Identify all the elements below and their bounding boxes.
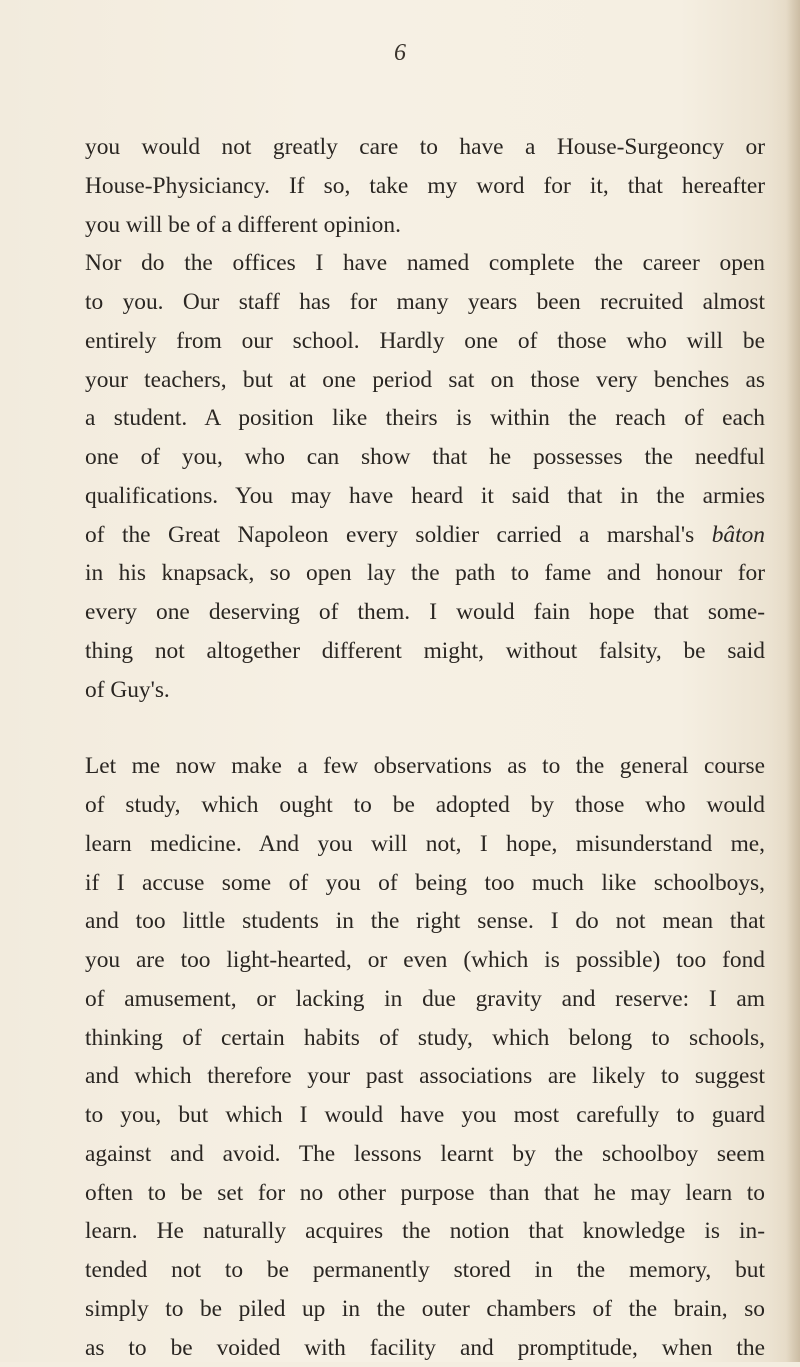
text-line: to you, but which I would have you most carefully to guard: [85, 1096, 765, 1135]
text-line: learn. He naturally acquires the notion that knowledge is in-: [85, 1212, 765, 1251]
text-line: you will be of a different opinion.: [85, 206, 765, 245]
page-edge-shadow: [786, 0, 800, 1362]
text-line: thinking of certain habits of study, which belong to schools,: [85, 1019, 765, 1058]
text-line: every one deserving of them. I would fain hope that some-: [85, 593, 765, 632]
text-line: if I accuse some of you of being too much like schoolboys,: [85, 864, 765, 903]
italic-word: bâton: [712, 522, 765, 548]
text-line: entirely from our school. Hardly one of those who will be: [85, 322, 765, 361]
paragraph: [85, 747, 765, 1367]
text-line: and which therefore your past associations are likely to suggest: [85, 1057, 765, 1096]
text-line: often to be set for no other purpose than that he may learn to: [85, 1174, 765, 1213]
text-line: of the Great Napoleon every soldier carried a marshal's bâton: [85, 516, 765, 555]
text-line: a student. A position like theirs is within the reach of each: [85, 399, 765, 438]
text-line: House-Physiciancy. If so, take my word for it, that hereafter: [85, 167, 765, 206]
text-line: you would not greatly care to have a House-Surgeoncy or: [85, 128, 765, 167]
text-line: qualifications. You may have heard it said that in the armies: [85, 477, 765, 516]
text-line: as to be voided with facility and promptitude, when the: [85, 1329, 765, 1367]
body-text: [85, 128, 765, 1367]
text-line: thing not altogether different might, without falsity, be said: [85, 632, 765, 671]
paragraph: [85, 244, 765, 709]
text-line: learn medicine. And you will not, I hope, misunderstand me,: [85, 825, 765, 864]
text-line: tended not to be permanently stored in the memory, but: [85, 1251, 765, 1290]
text-line: one of you, who can show that he possesses the needful: [85, 438, 765, 477]
text-line: Let me now make a few observations as to the general course: [85, 747, 765, 786]
page-number: 6: [0, 40, 800, 67]
text-line: of amusement, or lacking in due gravity and reserve: I am: [85, 980, 765, 1019]
text-line: of study, which ought to be adopted by those who would: [85, 786, 765, 825]
text-line: of Guy's.: [85, 671, 765, 710]
text-line: to you. Our staff has for many years been recruited almost: [85, 283, 765, 322]
text-line: you are too light-hearted, or even (which is possible) too fond: [85, 941, 765, 980]
paragraph-gap: [85, 709, 765, 747]
text-line: against and avoid. The lessons learnt by the schoolboy seem: [85, 1135, 765, 1174]
text-line: and too little students in the right sense. I do not mean that: [85, 902, 765, 941]
text-line: simply to be piled up in the outer chambers of the brain, so: [85, 1290, 765, 1329]
paragraph: [85, 128, 765, 244]
text-line: your teachers, but at one period sat on those very benches as: [85, 361, 765, 400]
text-line: in his knapsack, so open lay the path to fame and honour for: [85, 554, 765, 593]
text-line: Nor do the offices I have named complete the career open: [85, 244, 765, 283]
